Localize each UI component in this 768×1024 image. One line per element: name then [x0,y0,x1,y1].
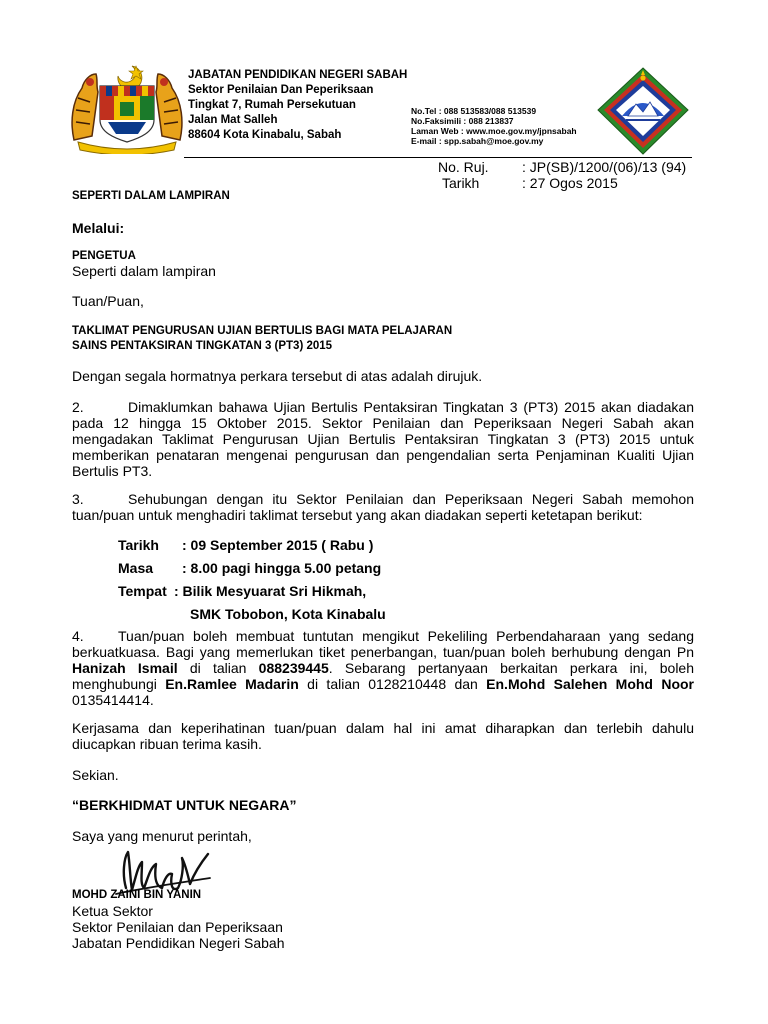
sector-name: Sektor Penilaian Dan Peperiksaan [188,84,374,96]
address-line-3: 88604 Kota Kinabalu, Sabah [188,129,342,141]
recipient: SEPERTI DALAM LAMPIRAN [72,190,230,202]
ref-date-label: Tarikh [442,175,480,191]
contact-3-name: En.Mohd Salehen Mohd Noor [486,676,694,692]
thanks-paragraph: Kerjasama dan keperihatinan tuan/puan dalam hal ini amat diharapkan dan terlebih dahulu diucapkan ribuan terima kasih. [72,720,694,752]
phone-number: No.Tel : 088 513583/088 513539 [411,106,537,116]
detail-time-value: : 8.00 pagi hingga 5.00 petang [182,560,382,576]
signatory-name: MOHD ZAINI BIN YANIN [72,889,202,901]
motto: “BERKHIDMAT UNTUK NEGARA” [72,797,297,813]
address-line-1: Tingkat 7, Rumah Persekutuan [188,99,356,111]
detail-place-value: : Bilik Mesyuarat Sri Hikmah, [174,583,367,599]
subject-line-1: TAKLIMAT PENGURUSAN UJIAN BERTULIS BAGI MATA PELAJARAN [72,325,453,337]
paragraph-2 [72,399,694,479]
ref-no-value: : JP(SB)/1200/(06)/13 (94) [522,159,687,175]
department-logo-icon [596,66,690,156]
paragraph-4-number: 4. [72,628,84,644]
detail-date-label: Tarikh [118,537,159,553]
ref-no-label: No. Ruj. [438,159,489,175]
website: Laman Web : www.moe.gov.my/jpnsabah [411,126,577,136]
signatory-sector: Sektor Penilaian dan Peperiksaan [72,919,283,935]
detail-place-label: Tempat [118,583,167,599]
contact-1-name: Hanizah Ismail [72,660,178,676]
reference-block [438,159,686,191]
coat-of-arms-icon [68,62,186,154]
header-divider [184,157,692,158]
letterhead-address [188,68,407,143]
signatory-dept: Jabatan Pendidikan Negeri Sabah [72,935,285,951]
closing-phrase: Saya yang menurut perintah, [72,828,252,844]
detail-time-label: Masa [118,560,154,576]
address-line-2: Jalan Mat Salleh [188,114,278,126]
contact-2-name: En.Ramlee Madarin [165,676,299,692]
detail-date-value: : 09 September 2015 ( Rabu ) [182,537,374,553]
subject-line-2: SAINS PENTAKSIRAN TINGKATAN 3 (PT3) 2015 [72,340,333,352]
paragraph-2-text: Dimaklumkan bahawa Ujian Bertulis Pentaksiran Tingkatan 3 (PT3) 2015 akan diadakan pada 12 hingga 15 Oktober 2015. Sektor Penilaian dan Peperiksaan Negeri Sabah akan mengadakan Taklimat Pengurusan Ujian Bertulis Pentaksiran Tingkatan 3 (PT3) 2015 untuk memberikan penataran mengenai pengurusan dan pengendalian serta Penjaminan Kualiti Ujian Bertulis PT3. [72,399,694,479]
email: E-mail : spp.sabah@moe.gov.my [411,136,544,146]
detail-place-value-2: SMK Tobobon, Kota Kinabalu [190,606,386,622]
sekian: Sekian. [72,767,119,783]
ref-date-value: : 27 Ogos 2015 [522,175,618,191]
paragraph-3 [72,491,694,523]
contact-block [411,106,577,146]
contact-1-phone: 088239445 [258,660,329,676]
paragraph-4-text-3: . Sebarang pertanyaan berkaitan perkara ini, boleh menghubungi [72,660,694,692]
via-detail: Seperti dalam lampiran [72,263,216,279]
dept-name: JABATAN PENDIDIKAN NEGERI SABAH [188,69,408,81]
subject [72,324,452,354]
paragraph-4-text-1: Tuan/puan boleh membuat tuntutan mengikut Pekeliling Perbendaharaan yang sedang berkuatkuasa. Bagi yang memerlukan tiket penerbangan, tuan/puan boleh berhubung dengan Pn [72,628,694,660]
paragraph-3-number: 3. [72,491,84,507]
via-label: Melalui: [72,220,125,236]
fax-number: No.Faksimili : 088 213837 [411,116,514,126]
paragraph-4-text-5: 0135414414. [72,692,154,708]
salutation: Tuan/Puan, [72,293,144,309]
via-title: PENGETUA [72,250,136,262]
intro-paragraph: Dengan segala hormatnya perkara tersebut di atas adalah dirujuk. [72,368,483,384]
paragraph-2-number: 2. [72,399,84,415]
paragraph-4-text-2: di talian [177,660,259,676]
signatory-position: Ketua Sektor [72,903,153,919]
paragraph-4-text-4: di talian 0128210448 dan [298,676,487,692]
paragraph-4 [72,628,694,708]
meeting-details [118,534,386,626]
paragraph-3-text: Sehubungan dengan itu Sektor Penilaian dan Peperiksaan Negeri Sabah memohon tuan/puan untuk menghadiri taklimat tersebut yang akan diadakan seperti ketetapan berikut: [72,491,694,523]
